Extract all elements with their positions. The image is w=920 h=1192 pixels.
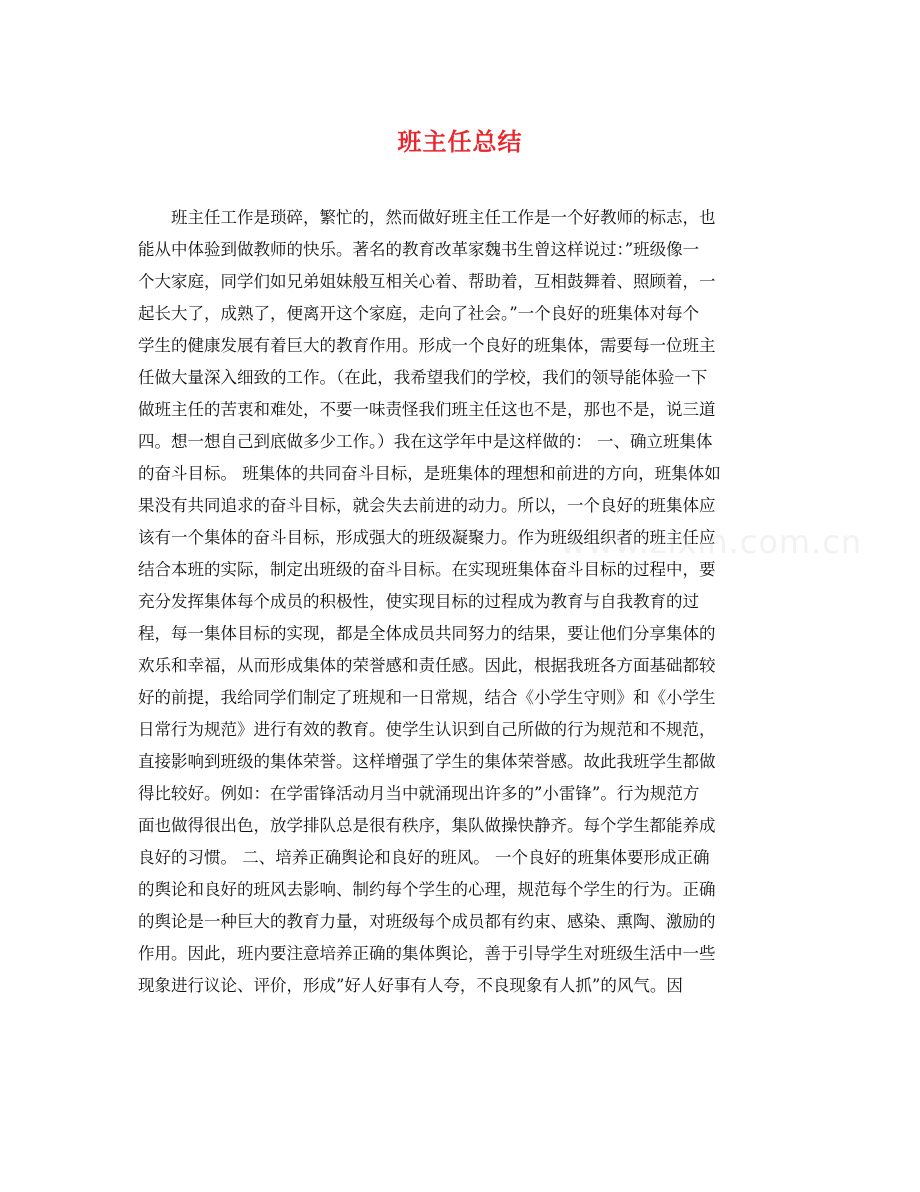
text-line: 班主任工作是琐碎，繁忙的，然而做好班主任工作是一个好教师的标志，也 [171, 208, 716, 227]
text-line: 作用。因此，班内要注意培养正确的集体舆论，善于引导学生对班级生活中一些 [138, 944, 716, 963]
text-line: 学生的健康发展有着巨大的教育作用。形成一个良好的班集体，需要每一位班主 [138, 336, 716, 355]
text-line: 得比较好。例如：在学雷锋活动月当中就涌现出许多的”小雷锋”。行为规范方 [138, 784, 700, 803]
text-line: 能从中体验到做教师的快乐。著名的教育改革家魏书生曾这样说过：”班级像一 [138, 240, 700, 259]
text-line: 良好的习惯。 二、培养正确舆论和良好的班风。 一个良好的班集体要形成正确 [138, 848, 710, 867]
text-line: 任做大量深入细致的工作。（在此，我希望我们的学校，我们的领导能体验一下 [138, 368, 708, 387]
text-line: 的奋斗目标。 班集体的共同奋斗目标，是班集体的理想和前进的方向，班集体如 [138, 464, 721, 483]
text-line: 果没有共同追求的奋斗目标，就会失去前进的动力。所以，一个良好的班集体应 [138, 496, 716, 515]
document-title: 班主任总结 [397, 127, 523, 156]
text-line: 好的前提，我给同学们制定了班规和一日常规，结合《小学生守则》和《小学生 [138, 688, 716, 707]
text-line: 四。想一想自己到底做多少工作。）我在这学年中是这样做的： 一、确立班集体 [138, 432, 713, 451]
text-line: 直接影响到班级的集体荣誉。这样增强了学生的集体荣誉感。故此我班学生都做 [138, 752, 716, 771]
text-line: 程，每一集体目标的实现，都是全体成员共同努力的结果，要让他们分享集体的 [138, 624, 716, 643]
text-line: 做班主任的苦衷和难处，不要一味责怪我们班主任这也不是，那也不是，说三道 [138, 400, 716, 419]
text-line: 充分发挥集体每个成员的积极性，使实现目标的过程成为教育与自我教育的过 [138, 592, 699, 611]
text-line: 该有一个集体的奋斗目标，形成强大的班级凝聚力。作为班级组织者的班主任应 [138, 528, 716, 547]
document-body [138, 202, 778, 1002]
text-line: 的舆论和良好的班风去影响、制约每个学生的心理，规范每个学生的行为。正确 [138, 880, 716, 899]
text-line: 面也做得很出色，放学排队总是很有秩序，集队做操快静齐。每个学生都能养成 [138, 816, 716, 835]
text-line: 欢乐和幸福，从而形成集体的荣誉感和责任感。因此，根据我班各方面基础都较 [138, 656, 716, 675]
text-line: 起长大了，成熟了，便离开这个家庭，走向了社会。”一个良好的班集体对每个 [138, 304, 700, 323]
text-line: 结合本班的实际，制定出班级的奋斗目标。在实现班集体奋斗目标的过程中，要 [138, 560, 716, 579]
text-line: 日常行为规范》进行有效的教育。使学生认识到自己所做的行为规范和不规范， [138, 720, 716, 739]
text-line: 的舆论是一种巨大的教育力量，对班级每个成员都有约束、感染、熏陶、激励的 [138, 912, 716, 931]
text-line: 现象进行议论、评价，形成”好人好事有人夸，不良现象有人抓”的风气。因 [138, 976, 683, 995]
watermark: www.zixin.com.cn [560, 523, 863, 561]
text-line: 个大家庭，同学们如兄弟姐妹般互相关心着、帮助着，互相鼓舞着、照顾着，一 [138, 272, 716, 291]
